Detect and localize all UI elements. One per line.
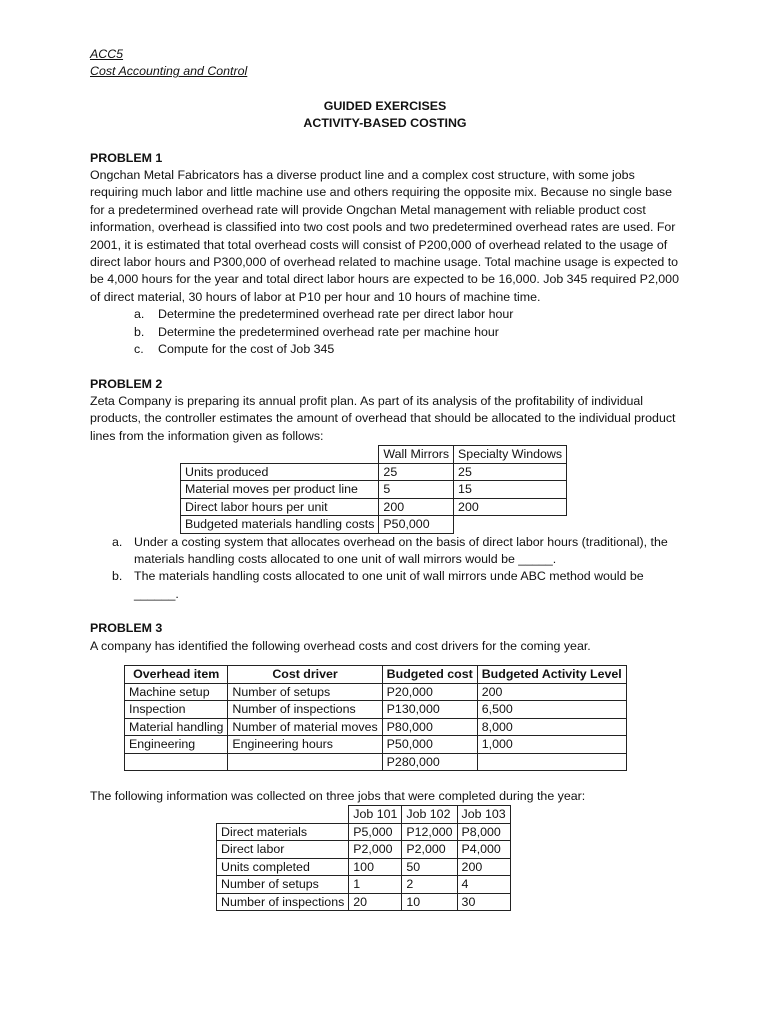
table-cell: P5,000: [349, 823, 402, 841]
table-cell: 50: [402, 858, 457, 876]
table-cell: Number of setups: [228, 683, 382, 701]
table-cell: Number of setups: [217, 876, 349, 894]
document-page: [90, 46, 680, 911]
table-cell: 20: [349, 893, 402, 911]
list-marker: a.: [134, 307, 145, 322]
table-header-cell: Job 101: [349, 806, 402, 824]
table-cell: 5: [379, 481, 454, 499]
table-cell: 200: [379, 498, 454, 516]
table-cell: Number of material moves: [228, 718, 382, 736]
problem2-heading: PROBLEM 2: [90, 376, 163, 391]
list-item-text: Compute for the cost of Job 345: [158, 342, 335, 357]
table-row: [217, 876, 511, 894]
list-marker: b.: [134, 324, 145, 339]
table-row: [181, 463, 567, 481]
table-cell: P50,000: [382, 736, 477, 754]
list-item-text: The materials handling costs allocated to one unit of wall mirrors unde ABC method would be ______.: [134, 569, 644, 601]
problem2-text: Zeta Company is preparing its annual profit plan. As part of its analysis of the profitability of individual products, the controller estimates the amount of overhead that should be allocated to the individual product lines from the information given as follows:: [90, 393, 676, 443]
table-cell: Engineering hours: [228, 736, 382, 754]
table-cell: P12,000: [402, 823, 457, 841]
list-item: [90, 306, 680, 323]
list-item-text: Determine the predetermined overhead rate per machine hour: [158, 324, 499, 339]
table-cell: 1,000: [477, 736, 626, 754]
table-cell: Machine setup: [125, 683, 228, 701]
product-lines-table: [180, 445, 567, 534]
list-item: [90, 341, 680, 358]
table-cell: Direct labor hours per unit: [181, 498, 379, 516]
list-marker: a.: [112, 534, 123, 549]
table-cell: P50,000: [379, 516, 454, 534]
table-cell: 100: [349, 858, 402, 876]
table-row: [125, 736, 627, 754]
table-header-cell: Cost driver: [228, 666, 382, 684]
table-cell: 200: [454, 498, 567, 516]
table-cell: 6,500: [477, 701, 626, 719]
table-cell: 30: [457, 893, 510, 911]
table-cell: [454, 516, 567, 534]
problem3-text2: The following information was collected on three jobs that were completed during the year:: [90, 789, 586, 804]
table-cell: P80,000: [382, 718, 477, 736]
table-header-cell: Specialty Windows: [454, 446, 567, 464]
table-row: [181, 481, 567, 499]
list-item: [90, 568, 680, 603]
table-header-cell: Wall Mirrors: [379, 446, 454, 464]
overhead-costs-table: [124, 665, 627, 771]
table-cell: Engineering: [125, 736, 228, 754]
list-item-text: Under a costing system that allocates overhead on the basis of direct labor hours (traditional), the materials handling costs allocated to one unit of wall mirrors would be _____.: [134, 534, 668, 567]
table-cell: [477, 753, 626, 771]
table-cell: Material handling: [125, 718, 228, 736]
table-row: [181, 516, 567, 534]
table-header-cell: Budgeted cost: [382, 666, 477, 684]
table-cell: P4,000: [457, 841, 510, 859]
list-item: [90, 534, 680, 569]
table-cell: Direct materials: [217, 823, 349, 841]
table-cell: 25: [379, 463, 454, 481]
table-cell: P2,000: [349, 841, 402, 859]
list-marker: c.: [134, 342, 144, 357]
doc-title-line2: ACTIVITY-BASED COSTING: [303, 116, 467, 131]
table-cell: Direct labor: [217, 841, 349, 859]
course-code: ACC5: [90, 47, 124, 61]
problem2-list: [90, 534, 680, 604]
table-cell: 10: [402, 893, 457, 911]
table-cell: 8,000: [477, 718, 626, 736]
table-row: [125, 701, 627, 719]
table-cell: P280,000: [382, 753, 477, 771]
list-item: [90, 324, 680, 341]
table-cell: Inspection: [125, 701, 228, 719]
table-row: [217, 893, 511, 911]
table-row: [217, 823, 511, 841]
table-cell: 200: [477, 683, 626, 701]
table-header-cell: Overhead item: [125, 666, 228, 684]
table-cell: Units produced: [181, 463, 379, 481]
table-header-cell: Job 103: [457, 806, 510, 824]
table-cell: P2,000: [402, 841, 457, 859]
table-cell: Budgeted materials handling costs: [181, 516, 379, 534]
problem3-text: A company has identified the following overhead costs and cost drivers for the coming year.: [90, 638, 591, 653]
table-cell: [125, 753, 228, 771]
table-cell: [181, 446, 379, 464]
table-cell: 15: [454, 481, 567, 499]
problem1-list: [90, 306, 680, 358]
table-row: [217, 858, 511, 876]
course-title: Cost Accounting and Control: [90, 64, 248, 79]
table-row: [125, 683, 627, 701]
doc-title-line1: GUIDED EXERCISES: [323, 98, 447, 113]
table-header-row: [125, 666, 627, 684]
list-item-text: Determine the predetermined overhead rate per direct labor hour: [158, 307, 514, 322]
table-cell: Number of inspections: [228, 701, 382, 719]
table-header-row: [181, 446, 567, 464]
table-cell: Units completed: [217, 858, 349, 876]
table-cell: [228, 753, 382, 771]
jobs-table: [216, 805, 511, 911]
table-row: [125, 718, 627, 736]
list-marker: b.: [112, 569, 123, 584]
table-header-cell: Job 102: [402, 806, 457, 824]
problem3-heading: PROBLEM 3: [90, 621, 163, 636]
table-cell: 2: [402, 876, 457, 894]
problem1-text: Ongchan Metal Fabricators has a diverse product line and a complex cost structure, with some jobs requiring much labor and little machine use and others requiring the opposite mix. Because no single base for a predetermined overhead rate will provide Ongchan Metal management with reliable product cost information, overhead is classified into two cost pools and two predetermined overhead rates are used. For 2001, it is estimated that total overhead costs will consist of P200,000 of overhead related to the usage of direct labor hours and P300,000 of overhead related to machine usage. Total machine usage is expected to be 4,000 hours for the year and total direct labor hours are expected to be 16,000. Job 345 required P2,000 of direct material, 30 hours of labor at P10 per hour and 10 hours of machine time.: [90, 168, 679, 304]
table-cell: 25: [454, 463, 567, 481]
table-header-row: [217, 806, 511, 824]
table-cell: Number of inspections: [217, 893, 349, 911]
table-header-cell: Budgeted Activity Level: [477, 666, 626, 684]
table-cell: P130,000: [382, 701, 477, 719]
table-cell: Material moves per product line: [181, 481, 379, 499]
table-cell: 1: [349, 876, 402, 894]
table-row: [181, 498, 567, 516]
table-cell: 200: [457, 858, 510, 876]
table-total-row: [125, 753, 627, 771]
problem1-heading: PROBLEM 1: [90, 150, 163, 165]
table-cell: [217, 806, 349, 824]
table-cell: 4: [457, 876, 510, 894]
table-cell: P20,000: [382, 683, 477, 701]
table-row: [217, 841, 511, 859]
table-cell: P8,000: [457, 823, 510, 841]
